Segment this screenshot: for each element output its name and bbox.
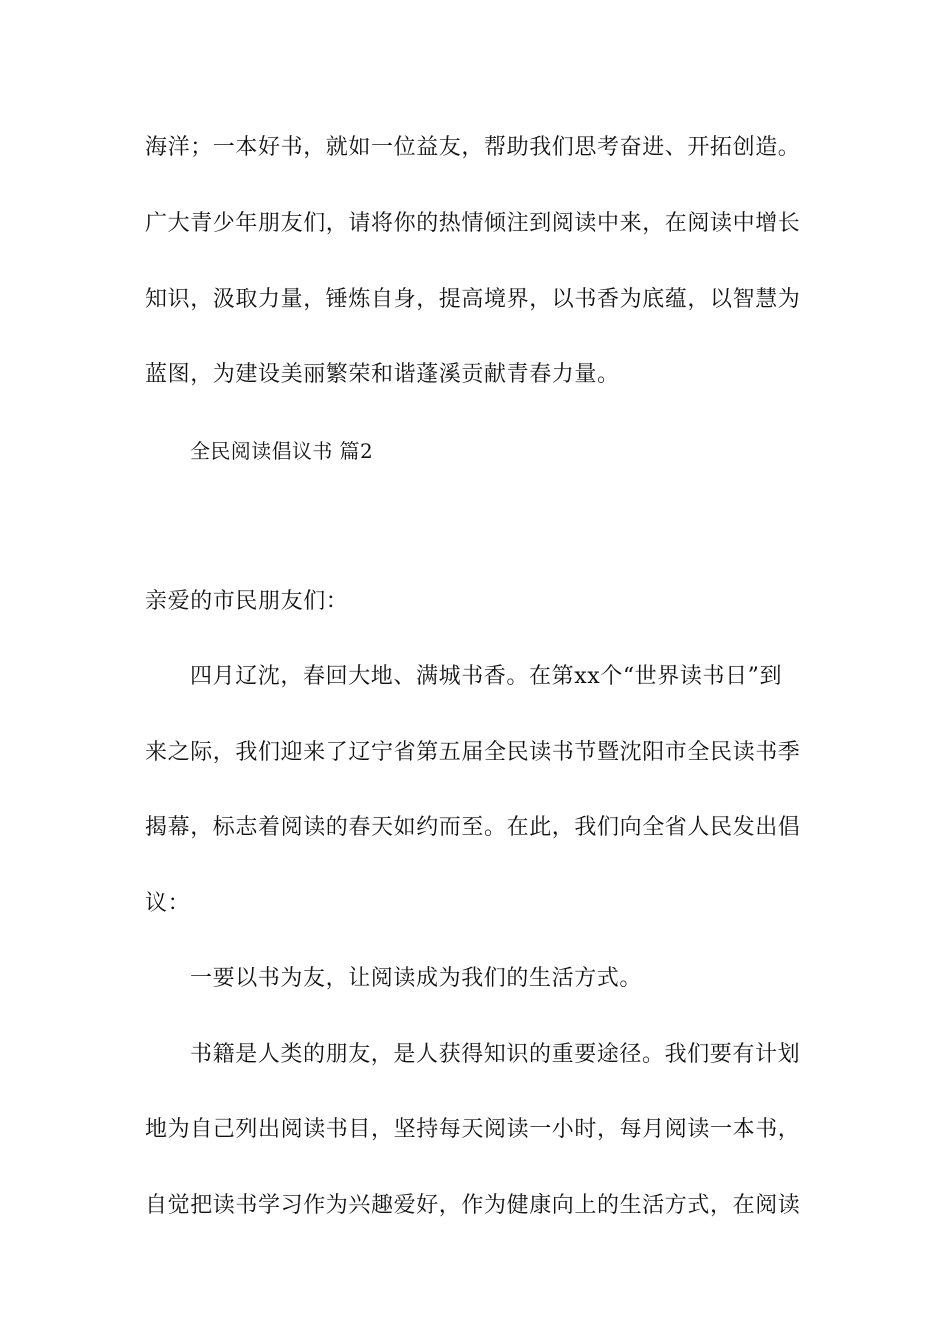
paragraph-line: 书籍是人类的朋友，是人获得知识的重要途径。我们要有计划 (190, 1042, 801, 1067)
paragraph-line: 议： (145, 891, 191, 916)
salutation: 亲爱的市民朋友们： (145, 589, 349, 614)
paragraph-line: 自觉把读书学习作为兴趣爱好，作为健康向上的生活方式，在阅读 (145, 1193, 801, 1218)
paragraph-line: 来之际，我们迎来了辽宁省第五届全民读书节暨沈阳市全民读书季 (145, 740, 801, 765)
paragraph-line: 知识，汲取力量，锤炼自身，提高境界，以书香为底蕴，以智慧为 (145, 287, 801, 312)
paragraph-line: 四月辽沈，春回大地、满城书香。在第xx个“世界读书日”到 (190, 664, 783, 689)
paragraph-line: 广大青少年朋友们，请将你的热情倾注到阅读中来，在阅读中增长 (145, 211, 801, 236)
paragraph-heading: 一要以书为友，让阅读成为我们的生活方式。 (190, 966, 643, 991)
paragraph-line: 地为自己列出阅读书目，坚持每天阅读一小时，每月阅读一本书， (145, 1117, 801, 1142)
section-title: 全民阅读倡议书 篇2 (190, 439, 374, 463)
paragraph-line: 海洋；一本好书，就如一位益友，帮助我们思考奋进、开拓创造。 (145, 135, 801, 160)
paragraph-line: 揭幕，标志着阅读的春天如约而至。在此，我们向全省人民发出倡 (145, 815, 801, 840)
paragraph-line: 蓝图，为建设美丽繁荣和谐蓬溪贡献青春力量。 (145, 362, 620, 387)
